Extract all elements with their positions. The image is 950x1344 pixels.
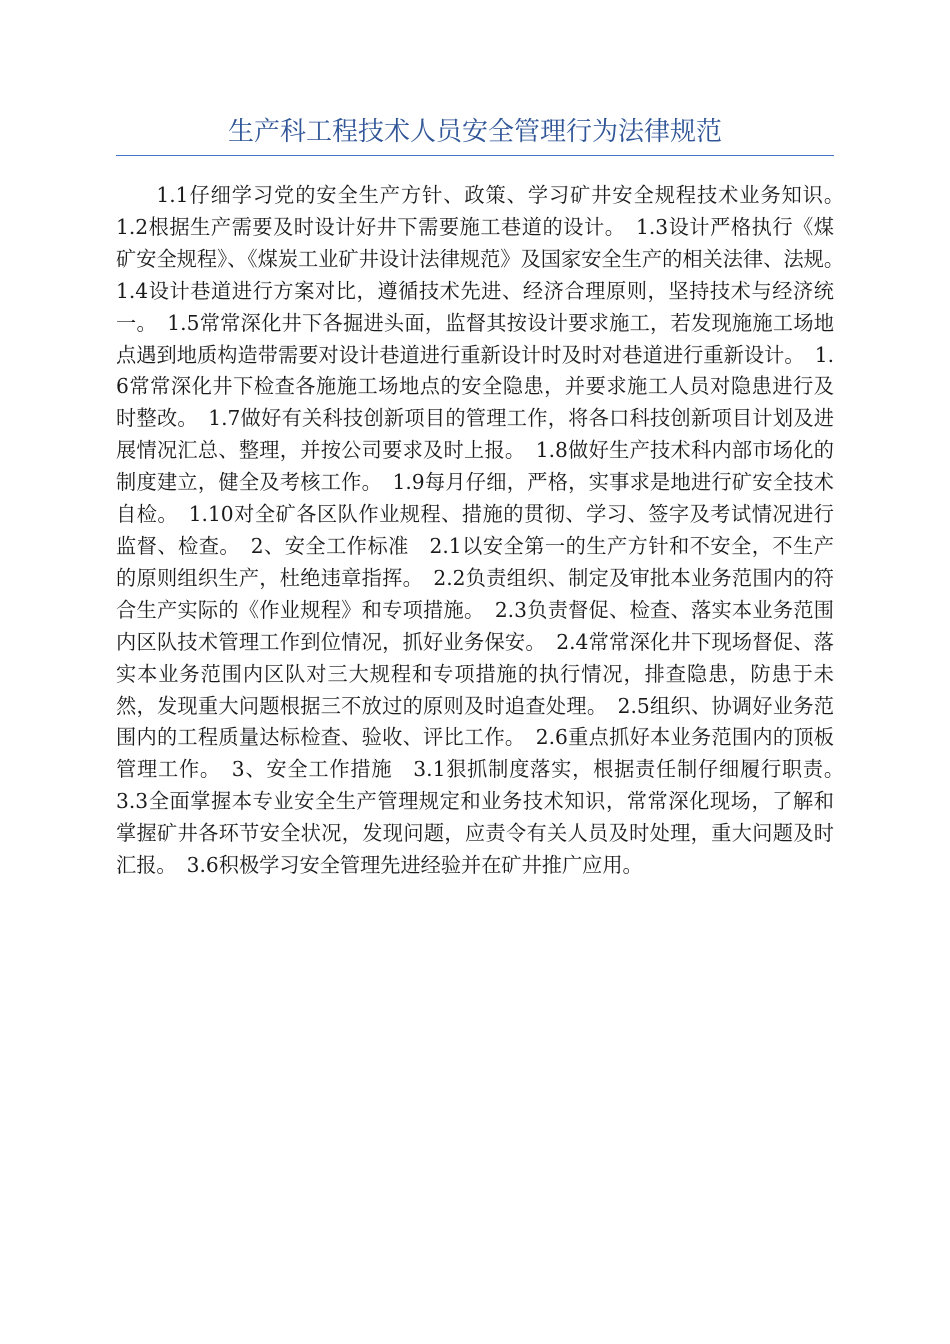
document-body-paragraph: 1.1仔细学习党的安全生产方针、政策、学习矿井安全规程技术业务知识。 1.2根据生产需要及时设计好井下需要施工巷道的设计。 1.3设计严格执行《煤矿安全规程》、《煤炭工业矿井设计法律规范》及国家安全生产的相关法律、法规。 1.4设计巷道进行方案对比，遵循技术先进、经济合理原则，坚持技术与经济统一。 1.5常常深化井下各掘进头面，监督其按设计要求施工，若发现施施工场地点遇到地质构造带需要对设计巷道进行重新设计时及时对巷道进行重新设计。 1.6常常深化井下检查各施施工场地点的安全隐患，并要求施工人员对隐患进行及时整改。 1.7做好有关科技创新项目的管理工作，将各口科技创新项目计划及进展情况汇总、整理，并按公司要求及时上报。 1.8做好生产技术科内部市场化的制度建立，健全及考核工作。 1.9每月仔细，严格，实事求是地进行矿安全技术自检。 1.10对全矿各区队作业规程、措施的贯彻、学习、签字及考试情况进行监督、检查。 2、安全工作标准 2.1以安全第一的生产方针和不安全，不生产的原则组织生产，杜绝违章指挥。 2.2负责组织、制定及审批本业务范围内的符合生产实际的《作业规程》和专项措施。 2.3负责督促、检查、落实本业务范围内区队技术管理工作到位情况，抓好业务保安。 2.4常常深化井下现场督促、落实本业务范围内区队对三大规程和专项措施的执行情况，排查隐患，防患于未然，发现重大问题根据三不放过的原则及时追查处理。 2.5组织、协调好业务范围内的工程质量达标检查、验收、评比工作。 2.6重点抓好本业务范围内的顶板管理工作。 3、安全工作措施 3.1狠抓制度落实，根据责任制仔细履行职责。 3.3全面掌握本专业安全生产管理规定和业务技术知识，常常深化现场，了解和掌握矿井各环节安全状况，发现问题，应责令有关人员及时处理，重大问题及时汇报。 3.6积极学习安全管理先进经验并在矿井推广应用。	[116, 183, 855, 878]
document-title: 生产科工程技术人员安全管理行为法律规范	[116, 112, 834, 156]
